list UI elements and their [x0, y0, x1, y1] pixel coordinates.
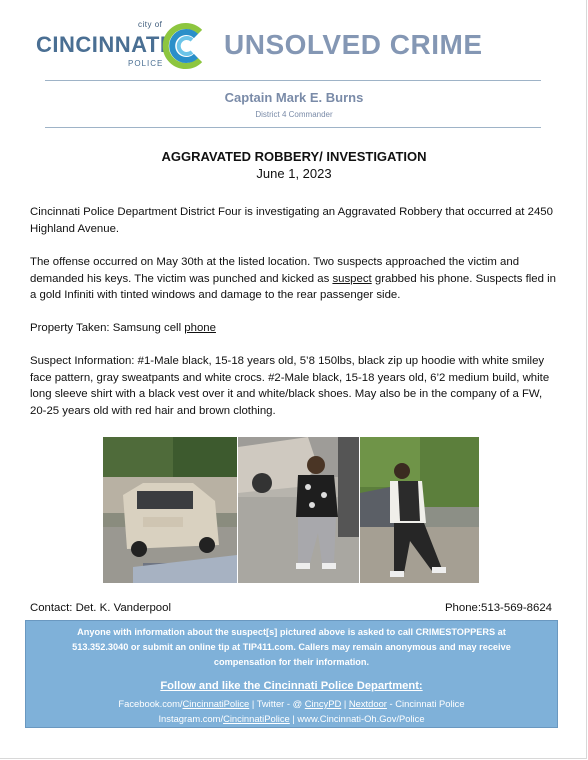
- instagram-link[interactable]: CincinnatiPolice: [223, 713, 290, 724]
- offense-paragraph: [30, 254, 560, 304]
- twitter-prefix: | Twitter - @: [249, 698, 305, 709]
- website-link[interactable]: | www.Cincinnati-Oh.Gov/Police: [289, 713, 425, 724]
- facebook-prefix: Facebook.com/: [118, 698, 183, 709]
- page-title: UNSOLVED CRIME: [224, 29, 483, 60]
- nextdoor-link[interactable]: Nextdoor: [348, 698, 387, 709]
- separator: |: [341, 698, 349, 709]
- offense-text-2: grabbed his phone. Suspects fled in a gold Infiniti with tinted windows and damage to the rear passenger side.: [30, 272, 556, 301]
- cincinnati-police-logo: [36, 20, 208, 70]
- intro-paragraph: Cincinnati Police Department District Four is investigating an Aggravated Robbery that occurred at 2450 Highland Avenue.: [30, 206, 553, 235]
- contact-phone: Phone:513-569-8624: [444, 602, 552, 614]
- notice-headline: AGGRAVATED ROBBERY/ INVESTIGATION: [161, 149, 427, 164]
- logo-c-mark-icon: [160, 22, 208, 70]
- property-paragraph: [30, 320, 560, 337]
- suspect-info-paragraph: Suspect Information: #1-Male black, 15-18 years old, 5’8 150lbs, black zip up hoodie with white smiley face pattern, gray sweatpants and white crocs. #2-Male black, 15-18 years old, 6’2 medium build, white long sleeve shirt with a black vest over it and white/black shoes. May also be in the company of a FW, 20-25 years old with red hair and brown clothing.: [30, 355, 550, 417]
- logo-name-text: CINCINNATI: [36, 32, 167, 57]
- logo-city-text: city of: [138, 20, 163, 29]
- twitter-link[interactable]: CincyPD: [304, 698, 342, 709]
- crimestoppers-info-box: [25, 620, 558, 728]
- offense-text-1: The offense occurred on May 30th at the listed location. Two suspects approached the victim and demanded his keys. The victim was punched and kicked as: [30, 256, 520, 285]
- offense-link-suspect[interactable]: suspect: [332, 272, 372, 285]
- logo-police-text: POLICE: [128, 59, 164, 68]
- crimestoppers-message: Anyone with information about the suspect[s] pictured above is asked to call CRIMESTOPPERS at 513.352.3040 or submit an online tip at TIP411.com. Callers may remain anonymous and may receive compensation for their information.: [72, 627, 511, 667]
- contact-detective: Contact: Det. K. Vanderpool: [30, 602, 171, 614]
- follow-heading: Follow and like the Cincinnati Police Department:: [160, 680, 423, 692]
- commander-title: District 4 Commander: [255, 110, 333, 119]
- header-top-rule: [45, 80, 541, 81]
- notice-date: June 1, 2023: [256, 166, 332, 181]
- facebook-link[interactable]: CincinnatiPolice: [182, 698, 250, 709]
- suspect-two-photo: [360, 437, 479, 583]
- social-links: [26, 696, 557, 726]
- property-label: Property Taken: Samsung cell: [30, 322, 185, 334]
- captain-name: Captain Mark E. Burns: [224, 90, 364, 105]
- suspect-one-photo: [238, 437, 359, 583]
- instagram-prefix: Instagram.com/: [158, 713, 224, 724]
- header-bottom-rule: [45, 127, 541, 128]
- suspect-vehicle-photo: [103, 437, 237, 583]
- nextdoor-suffix: - Cincinnati Police: [386, 698, 465, 709]
- property-link-phone[interactable]: phone: [184, 322, 216, 334]
